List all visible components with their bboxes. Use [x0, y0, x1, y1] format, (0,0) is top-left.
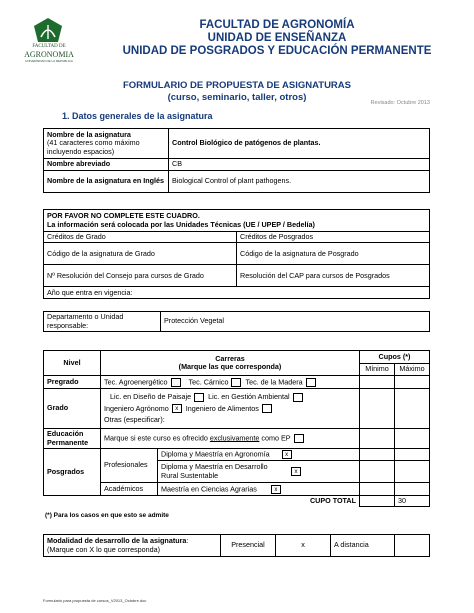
header-line-2: UNIDAD DE ENSEÑANZA: [207, 32, 347, 44]
lic-gestion-label: Lic. en Gestión Ambiental: [208, 392, 290, 402]
ep-min[interactable]: [360, 429, 395, 449]
carreras-note: (Marque las que corresponda): [178, 362, 282, 371]
pregrado-options: [101, 376, 360, 389]
lic-paisaje-label: Lic. en Diseño de Paisaje: [110, 392, 192, 402]
department-label: Departamento o Unidad responsable:: [44, 312, 161, 332]
carreras-header-cell: [101, 351, 360, 376]
dip-rural-max[interactable]: [395, 461, 430, 483]
pregrado-label: Pregrado: [44, 376, 101, 389]
ep-exclusive: exclusivamente: [209, 433, 260, 443]
units-table: [43, 209, 430, 299]
posgrados-label: Posgrados: [44, 449, 101, 496]
lic-gestion-checkbox[interactable]: [293, 393, 303, 402]
ep-text-2: como EP: [259, 433, 291, 443]
modality-table: [43, 534, 430, 557]
name-value[interactable]: Control Biológico de patógenos de plantas.: [169, 129, 430, 159]
faculty-logo-icon: [33, 17, 63, 43]
grado-max[interactable]: [395, 389, 430, 429]
ep-option: [101, 429, 360, 449]
grado-label: Grado: [44, 389, 101, 429]
maestria-cs-checkbox[interactable]: x: [271, 485, 281, 494]
posgrado-resolution-label: Resolución del CAP para cursos de Posgrados: [237, 265, 430, 287]
department-table: [43, 311, 430, 332]
footnote: (*) Para los casos en que esto se admite: [45, 512, 169, 519]
ep-label: Educación Permanente: [44, 429, 101, 449]
footer-filename: Formulario para propuesta de cursos_V2013_Octubre.doc: [43, 598, 147, 603]
maximo-header: Máximo: [395, 364, 430, 376]
dip-rural-checkbox[interactable]: x: [291, 467, 301, 476]
lic-paisaje-checkbox[interactable]: [194, 393, 204, 402]
english-label: Nombre de la asignatura en Inglés: [44, 171, 169, 193]
tec-carnico-checkbox[interactable]: [231, 378, 241, 387]
dip-agro-label: Diploma y Maestría en Agronomía: [161, 449, 270, 459]
modality-colon: :: [186, 536, 189, 546]
header-line-3: UNIDAD DE POSGRADOS Y EDUCACIÓN PERMANENTE: [122, 45, 432, 57]
department-value[interactable]: Protección Vegetal: [161, 312, 430, 332]
dip-agro-max[interactable]: [395, 449, 430, 461]
dip-rural-cell: [158, 461, 360, 483]
grado-options: [101, 389, 360, 429]
pregrado-min[interactable]: [360, 376, 395, 389]
units-warning-1: POR FAVOR NO COMPLETE ESTE CUADRO.: [47, 211, 200, 221]
dip-rural-min[interactable]: [360, 461, 395, 483]
name-label: Nombre de la asignatura: [47, 130, 131, 140]
grado-code-label: Código de la asignatura de Grado: [44, 243, 237, 265]
tec-madera-checkbox[interactable]: [306, 378, 316, 387]
maestria-cs-cell: [158, 483, 360, 496]
ep-checkbox[interactable]: [294, 434, 304, 443]
tec-agro-checkbox[interactable]: [171, 378, 181, 387]
careers-table: [43, 350, 430, 507]
form-subtitle: (curso, seminario, taller, otros): [167, 92, 307, 103]
modality-note: (Marque con X lo que corresponda): [47, 544, 161, 554]
tec-agro-label: Tec. Agroenergético: [104, 376, 168, 386]
dip-agro-cell: [158, 449, 360, 461]
logo-text-1: FACULTAD DE: [32, 44, 66, 49]
tec-carnico-label: Tec. Cárnico: [188, 376, 229, 386]
posgrado-credits-label: Créditos de Posgrados: [237, 232, 430, 243]
name-label-cell: [44, 129, 169, 159]
distancia-label: A distancia: [331, 535, 395, 557]
section-1-title: 1. Datos generales de la asignatura: [62, 111, 213, 121]
maestria-cs-label: Maestría en Ciencias Agrarias: [161, 483, 257, 493]
modality-label-cell: [44, 535, 221, 557]
cupo-total-min[interactable]: [360, 496, 395, 507]
ing-agro-label: Ingeniero Agrónomo: [104, 403, 169, 413]
minimo-header: Mínimo: [360, 364, 395, 376]
abbr-value[interactable]: CB: [169, 159, 430, 171]
dip-agro-checkbox[interactable]: x: [282, 450, 292, 459]
nivel-header: Nivel: [44, 351, 101, 376]
units-warning-cell: [44, 210, 430, 232]
grado-resolution-label: Nº Resolución del Consejo para cursos de Grado: [44, 265, 237, 287]
tec-madera-label: Tec. de la Madera: [245, 376, 303, 386]
ep-text: Marque si este curso es ofrecido: [104, 433, 210, 443]
carreras-header: Carreras: [215, 353, 245, 363]
form-title: FORMULARIO DE PROPUESTA DE ASIGNATURAS: [122, 80, 351, 91]
maestria-cs-min[interactable]: [360, 483, 395, 496]
ing-alim-checkbox[interactable]: [262, 404, 272, 413]
academicos-label: Académicos: [101, 483, 158, 496]
posgrado-code-label: Código de la asignatura de Posgrado: [237, 243, 430, 265]
cupo-total-value[interactable]: 30: [395, 496, 430, 507]
pregrado-max[interactable]: [395, 376, 430, 389]
year-label: Año que entra en vigencia:: [44, 287, 430, 299]
grado-min[interactable]: [360, 389, 395, 429]
presencial-mark[interactable]: x: [276, 535, 331, 557]
profesionales-label: Profesionales: [101, 449, 158, 483]
name-note: (41 caracteres como máximo incluyendo espacios): [47, 138, 140, 156]
logo-text-3: UNIVERSIDAD DE LA REPUBLICA: [25, 59, 73, 63]
cupos-header: Cupos (*): [360, 351, 430, 364]
logo-text-2: AGRONOMIA: [24, 50, 74, 59]
ing-alim-label: Ingeniero de Alimentos: [185, 403, 259, 413]
cupo-total-label: CUPO TOTAL: [44, 496, 360, 507]
presencial-label: Presencial: [221, 535, 276, 557]
abbr-label: Nombre abreviado: [44, 159, 169, 171]
otras-label: Otras (especificar):: [104, 415, 165, 425]
general-data-table: [43, 128, 430, 193]
english-value[interactable]: Biological Control of plant pathogens.: [169, 171, 430, 193]
ep-max[interactable]: [395, 429, 430, 449]
units-warning-2: La información será colocada por las Unidades Técnicas (UE / UPEP / Bedelía): [47, 219, 315, 229]
revision-date: Revisado: Octubre 2013: [370, 100, 430, 106]
header-line-1: FACULTAD DE AGRONOMÍA: [199, 19, 355, 31]
dip-agro-min[interactable]: [360, 449, 395, 461]
maestria-cs-max[interactable]: [395, 483, 430, 496]
modality-label: Modalidad de desarrollo de la asignatura: [47, 536, 187, 546]
grado-credits-label: Créditos de Grado: [44, 232, 237, 243]
distancia-mark[interactable]: [395, 535, 430, 557]
dip-rural-label: Diploma y Maestría en Desarrollo Rural Sustentable: [161, 462, 268, 480]
ing-agro-checkbox[interactable]: x: [172, 404, 182, 413]
